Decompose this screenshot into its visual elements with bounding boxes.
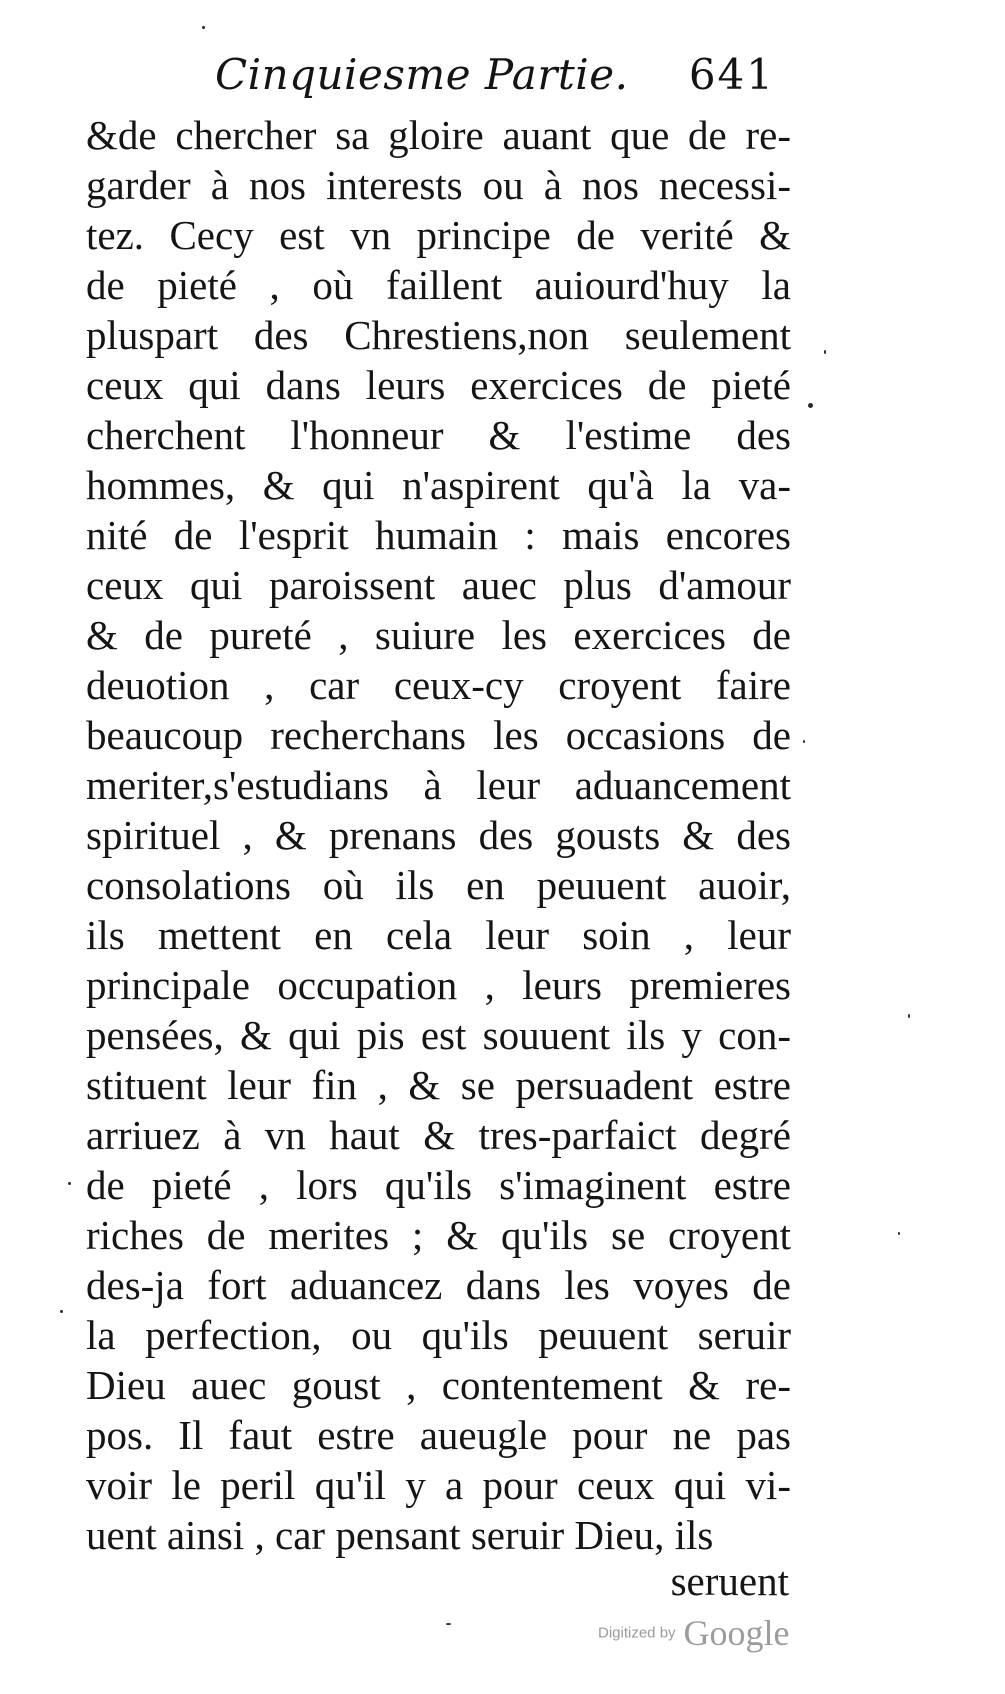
text-line: nité de l'esprit humain : mais encores	[86, 512, 791, 558]
running-head	[215, 40, 775, 110]
digitized-by-label: Digitized by	[598, 1624, 676, 1642]
text-line: consolations où ils en peuuent auoir,	[86, 862, 791, 908]
ink-speck	[824, 350, 826, 354]
text-line: tez. Cecy est vn principe de verité &	[86, 212, 791, 258]
text-line: ils mettent en cela leur soin , leur	[86, 912, 791, 958]
text-line: stituent leur fin , & se persuadent estre	[86, 1062, 791, 1108]
text-line: Dieu auec goust , contentement & re-	[86, 1362, 791, 1408]
google-logo: Google	[683, 1613, 790, 1653]
text-line: de pieté , lors qu'ils s'imaginent estre	[86, 1162, 791, 1208]
text-line: deuotion , car ceux-cy croyent faire	[86, 662, 791, 708]
text-line: garder à nos interests ou à nos necessi-	[86, 162, 791, 208]
text-line: cherchent l'honneur & l'estime des	[86, 412, 791, 458]
text-line: spirituel , & prenans des gousts & des	[86, 812, 791, 858]
text-line: ceux qui paroissent auec plus d'amour	[86, 562, 791, 608]
text-line: hommes, & qui n'aspirent qu'à la va-	[86, 462, 791, 508]
ink-speck	[803, 740, 805, 743]
body-text	[86, 110, 791, 1560]
text-line: pos. Il faut estre aueugle pour ne pas	[86, 1412, 791, 1458]
text-line: arriuez à vn haut & tres-parfaict degré	[86, 1112, 791, 1158]
ink-speck	[808, 403, 813, 408]
text-line: & de pureté , suiure les exercices de	[86, 612, 791, 658]
ink-speck	[68, 1182, 71, 1185]
text-line: pluspart des Chrestiens,non seulement	[86, 312, 791, 358]
ink-speck	[908, 1014, 910, 1018]
page-number: 641	[688, 50, 775, 99]
text-line: des-ja fort aduancez dans les voyes de	[86, 1262, 791, 1308]
text-line: beaucoup recherchans les occasions de	[86, 712, 791, 758]
text-line: uent ainsi , car pensant seruir Dieu, ils	[86, 1512, 714, 1558]
text-line: la perfection, ou qu'ils peuuent seruir	[86, 1312, 791, 1358]
text-line: meriter,s'estudians à leur aduancement	[86, 762, 791, 808]
catchword: seruent	[670, 1558, 789, 1604]
digitized-watermark	[598, 1612, 790, 1654]
text-line: riches de merites ; & qu'ils se croyent	[86, 1212, 791, 1258]
text-line: &de chercher sa gloire auant que de re-	[86, 112, 791, 158]
ink-speck	[60, 1310, 63, 1313]
ink-speck	[446, 1623, 451, 1625]
text-line: pensées, & qui pis est souuent ils y con-	[86, 1012, 791, 1058]
ink-speck	[898, 1232, 900, 1235]
text-line: de pieté , où faillent auiourd'huy la	[86, 262, 791, 308]
text-line: voir le peril qu'il y a pour ceux qui vi-	[86, 1462, 791, 1508]
running-title: Cinquiesme Partie.	[215, 50, 629, 99]
text-line: ceux qui dans leurs exercices de pieté	[86, 362, 791, 408]
ink-speck	[202, 26, 205, 29]
text-line: principale occupation , leurs premieres	[86, 962, 791, 1008]
